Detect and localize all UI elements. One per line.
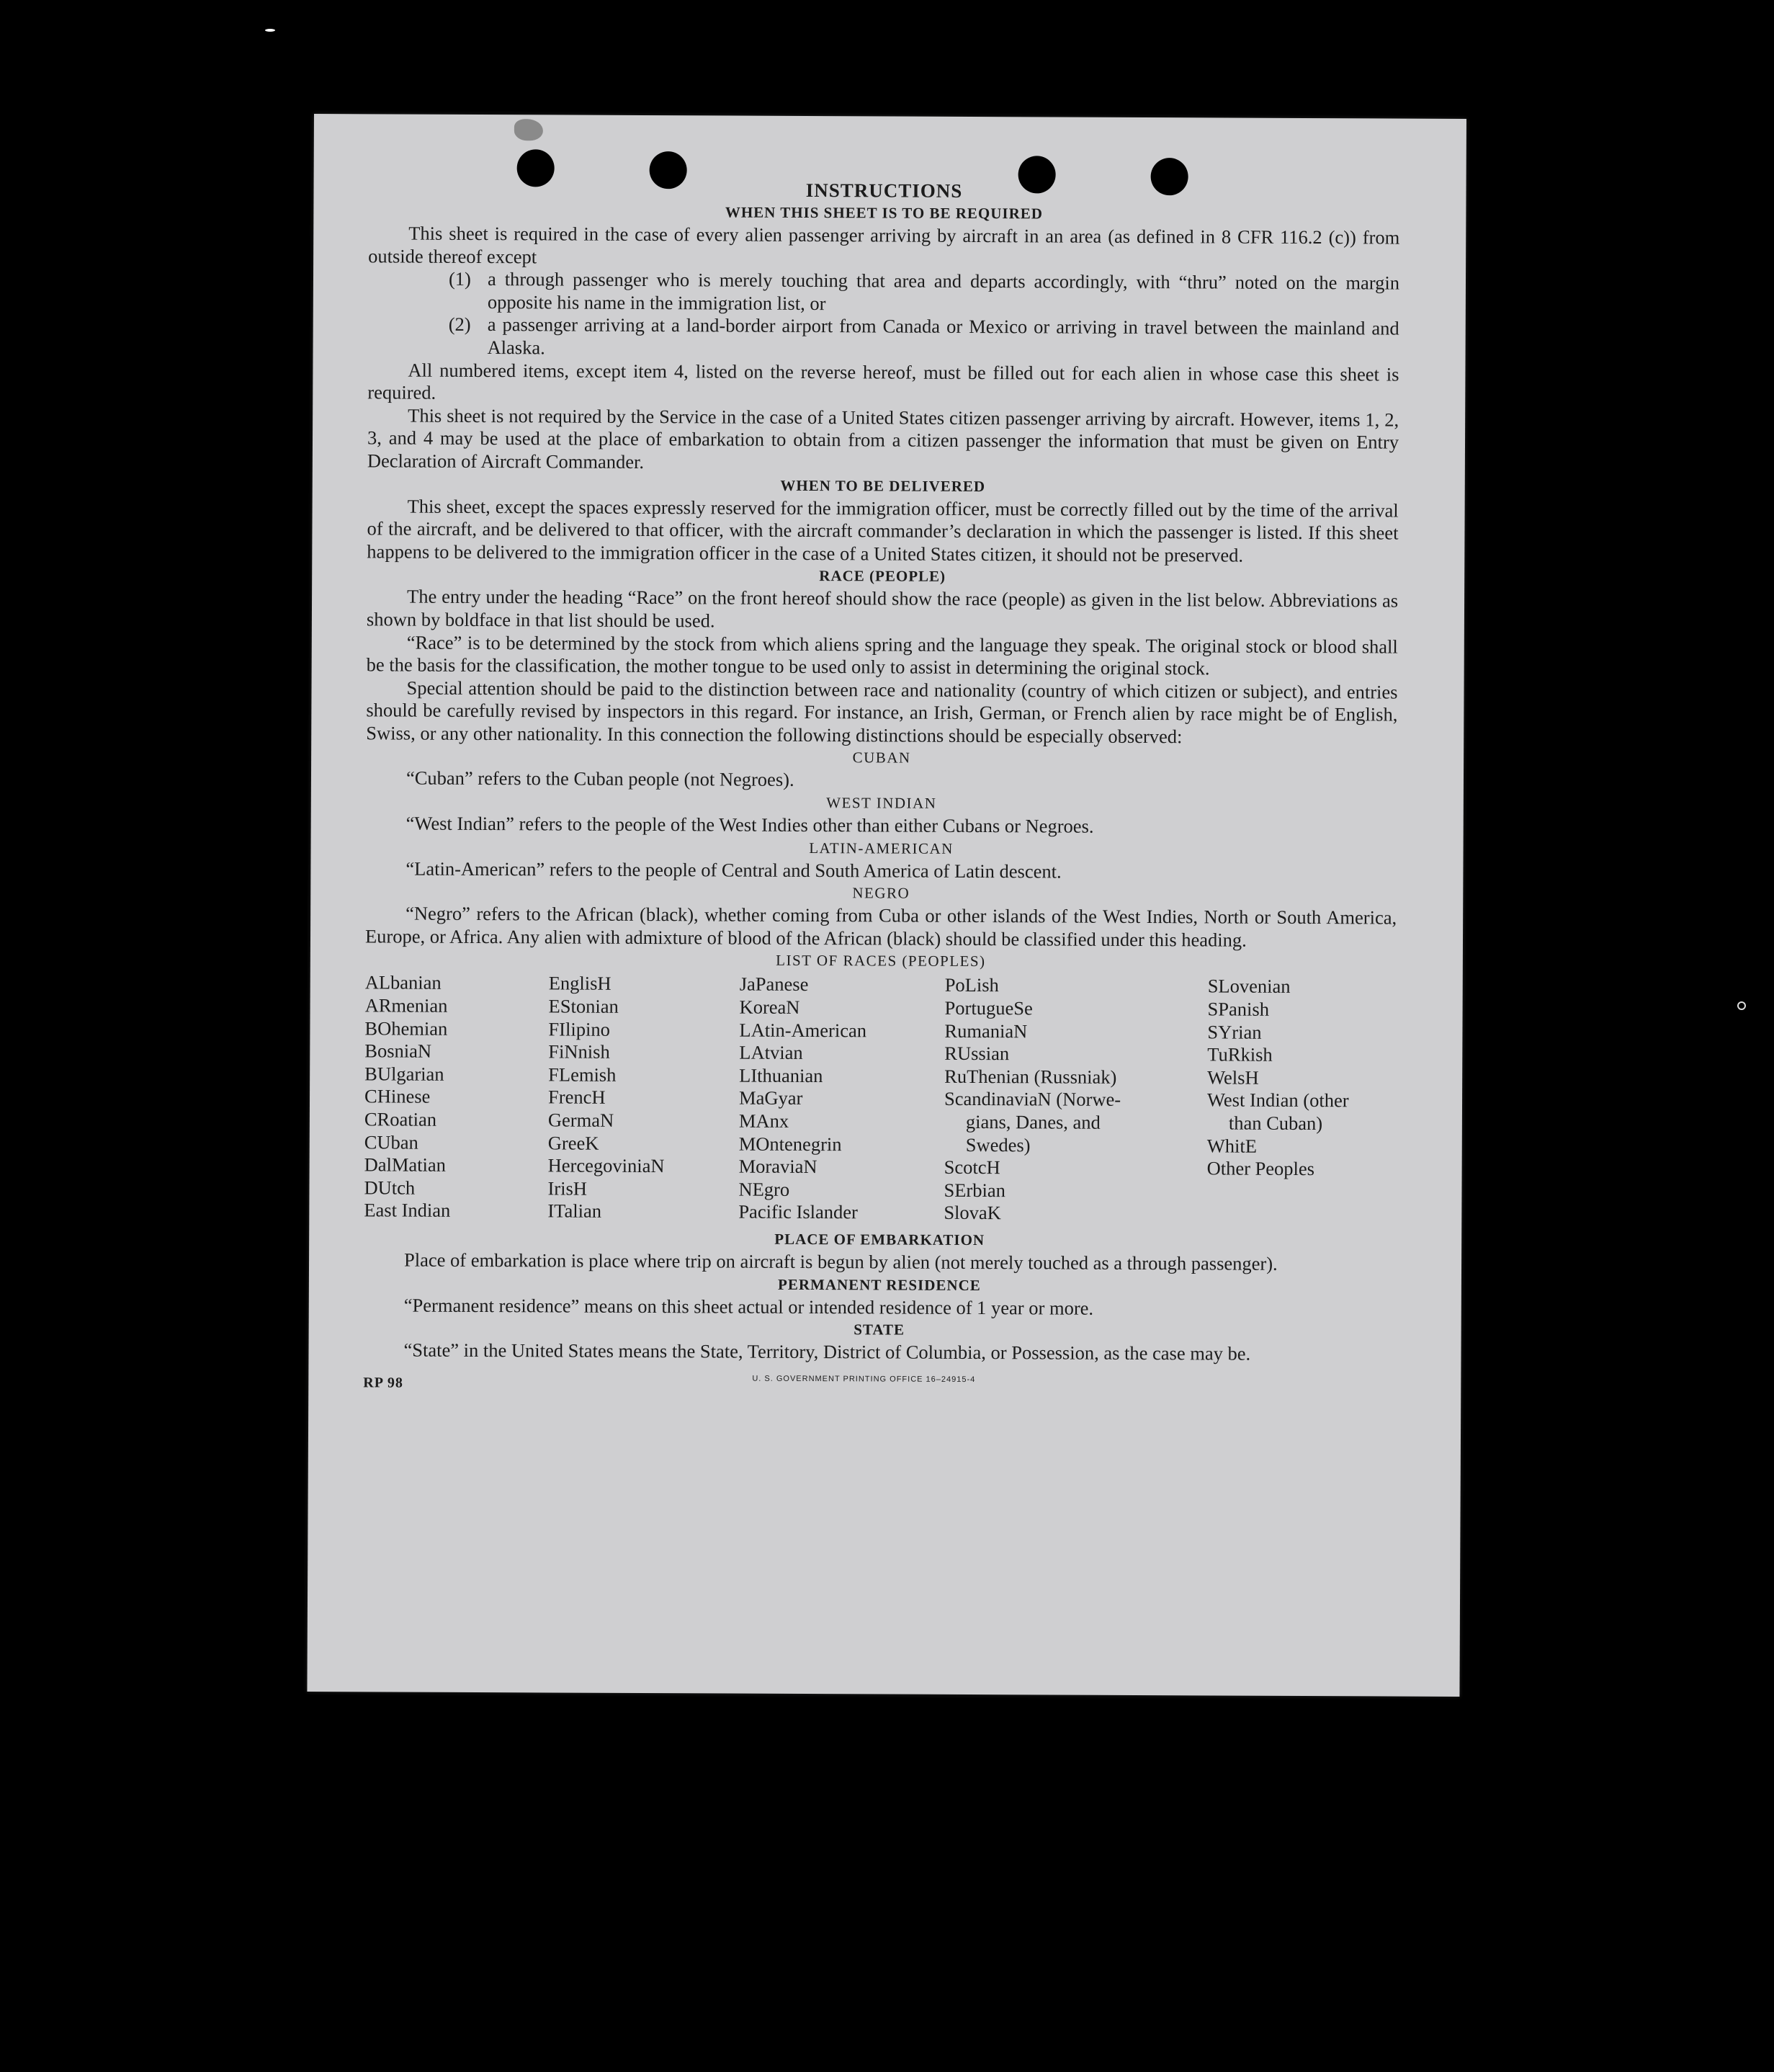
paragraph: “Negro” refers to the African (black), whether coming from Cuba or other islands of the West Indies, North or South America, Europe, or Africa. Any alien with admixture of blood of the African (black) should be classified under this heading.	[364, 902, 1397, 951]
race-entry: JaPanese	[739, 973, 809, 996]
race-entry: RumaniaN	[944, 1019, 1028, 1042]
race-entry: RuThenian (Russniak)	[944, 1065, 1117, 1088]
paragraph: “Cuban” refers to the Cuban people (not Negroes).	[406, 767, 794, 791]
torn-corner-mark	[514, 119, 543, 140]
heading-when-delivered: WHEN TO BE DELIVERED	[780, 476, 986, 495]
paragraph: This sheet is not required by the Service in the case of a United States citizen passenger arriving by aircraft. However, items 1, 2, 3, and 4 may be used at the place of embarkation to obtain from a citizen passenger the information that must be given on Entry Declaration of Aircraft Commander.	[367, 404, 1399, 473]
race-entry: WhitE	[1206, 1135, 1258, 1157]
race-entry: MAnx	[738, 1109, 789, 1132]
race-entry: MaGyar	[738, 1086, 803, 1109]
instructions-content	[363, 177, 1399, 1399]
race-entry: SLovenian	[1207, 975, 1291, 998]
race-entry: IrisH	[547, 1177, 588, 1200]
race-entry: BOhemian	[364, 1017, 448, 1040]
heading-state: STATE	[854, 1321, 905, 1339]
race-entry: East Indian	[364, 1199, 451, 1222]
heading-embarkation: PLACE OF EMBARKATION	[774, 1230, 985, 1249]
heading-cuban: CUBAN	[852, 749, 911, 767]
exception-item-1	[449, 268, 1399, 318]
race-entry: Other Peoples	[1206, 1157, 1315, 1180]
race-entry: GermaN	[547, 1109, 614, 1131]
race-entry: LAtvian	[739, 1041, 803, 1064]
race-entry: MoraviaN	[738, 1155, 817, 1178]
paragraph: “Latin-American” refers to the people of Central and South America of Latin descent.	[406, 857, 1062, 883]
race-entry: GreeK	[547, 1132, 599, 1154]
race-entry: FLemish	[548, 1063, 617, 1086]
document-sheet	[307, 114, 1466, 1697]
race-entry: TuRkish	[1207, 1043, 1273, 1066]
heading-when-required: WHEN THIS SHEET IS TO BE REQUIRED	[725, 203, 1044, 223]
race-entry: gians, Danes, and	[965, 1110, 1101, 1133]
race-entry: BUlgarian	[364, 1063, 444, 1085]
item-text: a passenger arriving at a land-border airport from Canada or Mexico or arriving in travel between the mainland and Alaska.	[487, 313, 1399, 359]
scan-speck	[265, 29, 275, 32]
paragraph: All numbered items, except item 4, listed on the reverse hereof, must be filled out for each alien in whose case this sheet is required.	[367, 359, 1399, 403]
race-entry: FrencH	[547, 1086, 606, 1109]
race-entry: Swedes)	[965, 1133, 1031, 1156]
race-entry: RUssian	[944, 1042, 1010, 1065]
race-entry: EStonian	[548, 995, 619, 1017]
race-entry: LIthuanian	[739, 1064, 823, 1086]
item-number: (2)	[448, 313, 471, 336]
races-column	[1206, 975, 1397, 1227]
exception-item-2	[449, 313, 1399, 363]
race-entry: DUtch	[364, 1176, 416, 1199]
race-entry: DalMatian	[364, 1153, 447, 1176]
form-number: RP 98	[363, 1375, 403, 1391]
race-entry: SlovaK	[944, 1202, 1001, 1224]
races-list	[364, 972, 1397, 1227]
race-entry: PortugueSe	[944, 996, 1033, 1019]
paragraph: Place of embarkation is place where trip on aircraft is begun by alien (not merely touched as a through passenger).	[403, 1249, 1278, 1274]
race-entry: ScandinaviaN (Norwe-	[944, 1088, 1121, 1111]
races-column	[738, 973, 945, 1225]
heading-negro: NEGRO	[852, 884, 910, 902]
page-title: INSTRUCTIONS	[805, 179, 963, 202]
races-column	[547, 973, 740, 1224]
scan-speck	[1737, 1001, 1746, 1010]
race-entry: Pacific Islander	[738, 1200, 858, 1223]
race-entry: BosniaN	[364, 1040, 432, 1062]
heading-list-of-races: LIST OF RACES (PEOPLES)	[776, 952, 986, 970]
race-entry: CRoatian	[364, 1108, 437, 1130]
race-entry: SPanish	[1207, 998, 1270, 1020]
races-column	[944, 974, 1208, 1225]
footer	[363, 1366, 1394, 1399]
paragraph: This sheet, except the spaces expressly reserved for the immigration officer, must be correctly filled out by the time of the arrival of the aircraft, and be delivered to that officer, with the aircraft commander’s declaration in which the passenger is listed. If this sheet happens to be delivered to the immigration officer in the case of a United States citizen, it should not be preserved.	[367, 495, 1399, 566]
paragraph: This sheet is required in the case of every alien passenger arriving by aircraft in an area (as defined in 8 CFR 116.2 (c)) from outside thereof except	[368, 222, 1400, 267]
paragraph: “Permanent residence” means on this sheet actual or intended residence of 1 year or more.	[403, 1294, 1094, 1319]
heading-race: RACE (PEOPLE)	[819, 567, 946, 586]
race-entry: FIlipino	[548, 1018, 610, 1040]
race-entry: CHinese	[364, 1085, 431, 1108]
race-entry: HercegoviniaN	[547, 1154, 665, 1177]
race-entry: KoreaN	[739, 996, 800, 1018]
paragraph: “Race” is to be determined by the stock from which aliens spring and the language they speak. The original stock or blood shall be the basis for the classification, the mother tongue to be used only to assist in determining the original stock.	[366, 631, 1398, 679]
paragraph: The entry under the heading “Race” on the front hereof should show the race (people) as given in the list below. Abbreviations as shown by boldface in that list should be used.	[366, 585, 1399, 632]
heading-west-indian: WEST INDIAN	[826, 794, 937, 812]
race-entry: PoLish	[944, 974, 999, 996]
race-entry: EnglisH	[548, 972, 612, 995]
race-entry: FiNnish	[548, 1040, 610, 1063]
race-entry: ScotcH	[944, 1156, 1000, 1179]
paragraph: “West Indian” refers to the people of the West Indies other than either Cubans or Negroes.	[406, 812, 1094, 837]
printer-imprint: U. S. GOVERNMENT PRINTING OFFICE 16–24915-4	[752, 1374, 976, 1384]
heading-permanent-residence: PERMANENT RESIDENCE	[777, 1275, 981, 1294]
heading-latin-american: LATIN-AMERICAN	[809, 839, 954, 857]
race-entry: ARmenian	[364, 994, 448, 1017]
races-column	[364, 972, 549, 1223]
race-entry: WelsH	[1207, 1066, 1259, 1089]
paragraph: Special attention should be paid to the distinction between race and nationality (country of which citizen or subject), and entries should be carefully revised by inspectors in this regard. For instance, an Irish, German, or French alien by race might be of English, Swiss, or any other nationality. In this connection the following distinctions should be especially observed:	[366, 676, 1398, 748]
race-entry: than Cuban)	[1228, 1112, 1323, 1135]
race-entry: CUban	[364, 1130, 418, 1153]
item-number: (1)	[448, 268, 471, 290]
paragraph: “State” in the United States means the State, Territory, District of Columbia, or Possession, as the case may be.	[403, 1339, 1251, 1365]
race-entry: West Indian (other	[1206, 1089, 1349, 1112]
race-entry: MOntenegrin	[738, 1133, 842, 1155]
race-entry: ITalian	[547, 1200, 602, 1223]
race-entry: SErbian	[944, 1179, 1005, 1201]
race-entry: ALbanian	[364, 971, 442, 994]
item-text: a through passenger who is merely touching that area and departs accordingly, with “thru” noted on the margin opposite his name in the immigration list, or	[487, 268, 1400, 314]
race-entry: LAtin-American	[739, 1019, 867, 1041]
race-entry: NEgro	[738, 1178, 790, 1200]
race-entry: SYrian	[1207, 1021, 1262, 1043]
